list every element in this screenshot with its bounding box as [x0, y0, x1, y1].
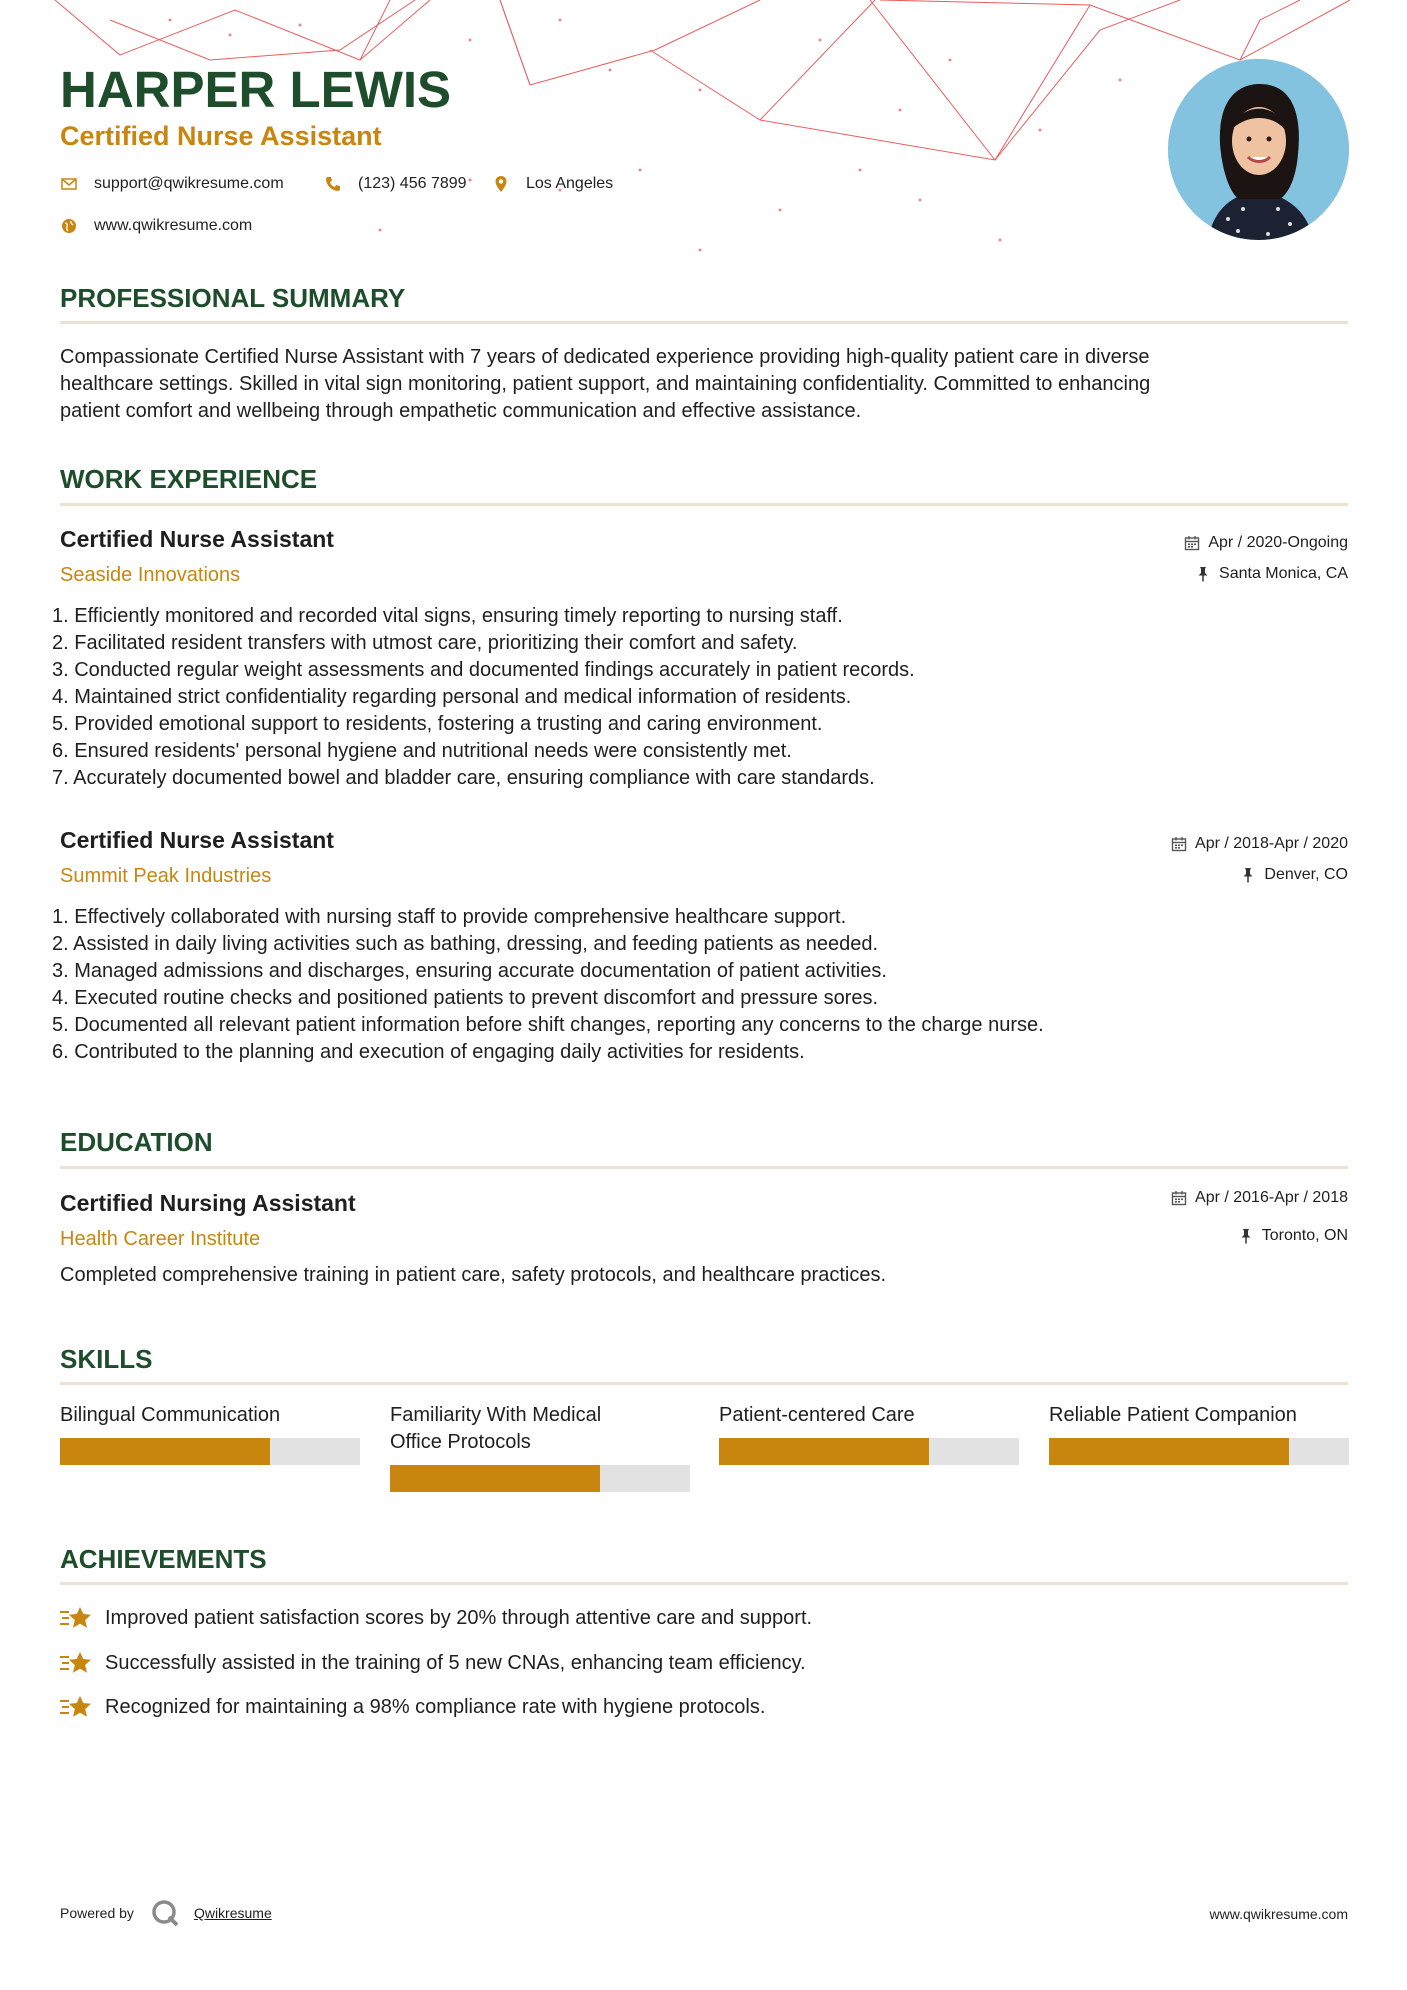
map-pin-icon [492, 175, 510, 193]
education-description: Completed comprehensive training in patient care, safety protocols, and healthcare practices. [60, 1264, 887, 1286]
summary-divider [60, 321, 1348, 324]
contact-phone[interactable] [324, 173, 467, 195]
job-dates [1184, 532, 1348, 554]
achievement-text: Recognized for maintaining a 98% compliance rate with hygiene protocols. [105, 1695, 766, 1718]
job-location-text: Santa Monica, CA [1219, 565, 1348, 582]
job-location [1240, 864, 1348, 886]
job-title: Certified Nurse Assistant [60, 526, 334, 552]
pushpin-icon [1240, 867, 1256, 883]
skill-label: Familiarity With Medical Office Protocols [390, 1404, 602, 1453]
skill-bar [719, 1438, 1019, 1465]
globe-icon [60, 217, 78, 235]
skill-bar-fill [60, 1438, 270, 1465]
achievement-item [60, 1649, 806, 1677]
skill-label: Reliable Patient Companion [1049, 1404, 1297, 1426]
achievements-divider [60, 1582, 1348, 1585]
list-item: 3. Managed admissions and discharges, ensuring accurate documentation of patient activities. [52, 960, 887, 982]
skill-bar-fill [1049, 1438, 1289, 1465]
skill-bar [60, 1438, 360, 1465]
job-dates-text: Apr / 2018-Apr / 2020 [1195, 835, 1348, 852]
phone-icon [324, 175, 342, 193]
list-item: 5. Documented all relevant patient information before shift changes, reporting any concerns to the charge nurse. [52, 1014, 1044, 1036]
list-item: 2. Assisted in daily living activities such as bathing, dressing, and feeding patients as needed. [52, 933, 879, 955]
summary-line: Compassionate Certified Nurse Assistant with 7 years of dedicated experience providing high-quality patient care in diverse [60, 346, 1150, 368]
qwikresume-logo-icon [150, 1898, 180, 1928]
contact-email[interactable] [60, 173, 284, 195]
summary-line: healthcare settings. Skilled in vital sign monitoring, patient support, and maintaining confidentiality. Committed to enhancing [60, 373, 1151, 395]
school-name: Health Career Institute [60, 1228, 261, 1250]
list-item: 1. Efficiently monitored and recorded vital signs, ensuring timely reporting to nursing staff. [52, 605, 843, 627]
degree-title: Certified Nursing Assistant [60, 1190, 356, 1216]
summary-text [60, 344, 1348, 425]
skill-item [719, 1402, 1019, 1465]
education-heading: EDUCATION [60, 1127, 213, 1157]
footer-website[interactable]: www.qwikresume.com [1209, 1906, 1348, 1922]
experience-heading: WORK EXPERIENCE [60, 464, 318, 494]
achievements-heading: ACHIEVEMENTS [60, 1544, 267, 1574]
skills-divider [60, 1382, 1348, 1385]
star-icon [60, 1693, 92, 1721]
list-item: 4. Executed routine checks and positioned patients to prevent discomfort and pressure sores. [52, 987, 879, 1009]
candidate-name: HARPER LEWIS [60, 61, 452, 118]
achievement-text: Improved patient satisfaction scores by 20% through attentive care and support. [105, 1606, 813, 1629]
skill-bar-fill [390, 1465, 600, 1492]
qwikresume-link[interactable]: Qwikresume [193, 1905, 272, 1921]
experience-divider [60, 503, 1348, 506]
skill-item [390, 1402, 690, 1492]
list-item: 6. Ensured residents' personal hygiene and nutritional needs were consistently met. [52, 740, 792, 762]
star-icon [60, 1604, 92, 1632]
list-item: 2. Facilitated resident transfers with utmost care, prioritizing their comfort and safety. [52, 632, 798, 654]
phone-text: (123) 456 7899 [358, 175, 467, 192]
summary-line: patient comfort and wellbeing through empathetic communication and effective assistance. [60, 400, 862, 422]
footer-powered-by [60, 1898, 272, 1928]
email-text: support@qwikresume.com [94, 175, 284, 192]
star-icon [60, 1649, 92, 1677]
job-bullets [52, 603, 1342, 792]
achievement-item [60, 1693, 765, 1721]
website-text: www.qwikresume.com [94, 217, 253, 234]
contact-location [492, 173, 613, 195]
summary-heading: PROFESSIONAL SUMMARY [60, 283, 406, 313]
skill-bar [1049, 1438, 1349, 1465]
pushpin-icon [1195, 566, 1211, 582]
list-item: 1. Effectively collaborated with nursing staff to provide comprehensive healthcare support. [52, 906, 847, 928]
education-location-text: Toronto, ON [1261, 1227, 1348, 1244]
location-text: Los Angeles [526, 175, 614, 192]
job-company: Summit Peak Industries [60, 865, 272, 887]
job-dates [1171, 833, 1348, 855]
pushpin-icon [1238, 1228, 1254, 1244]
job-company: Seaside Innovations [60, 564, 241, 586]
skill-bar-fill [719, 1438, 929, 1465]
list-item: 5. Provided emotional support to residents, fostering a trusting and caring environment. [52, 713, 823, 735]
envelope-icon [60, 175, 78, 193]
list-item: 7. Accurately documented bowel and bladder care, ensuring compliance with care standards. [52, 767, 875, 789]
education-dates [1171, 1187, 1348, 1209]
job-bullets [52, 904, 1342, 1066]
job-location [1195, 563, 1348, 585]
skill-bar [390, 1465, 690, 1492]
education-dates-text: Apr / 2016-Apr / 2018 [1195, 1189, 1348, 1206]
calendar-icon [1171, 1190, 1187, 1206]
education-location [1238, 1225, 1348, 1247]
achievement-item [60, 1604, 812, 1632]
job-location-text: Denver, CO [1264, 866, 1348, 883]
job-title: Certified Nurse Assistant [60, 827, 334, 853]
education-divider [60, 1166, 1348, 1169]
job-dates-text: Apr / 2020-Ongoing [1208, 534, 1348, 551]
candidate-role: Certified Nurse Assistant [60, 121, 382, 151]
skill-item [1049, 1402, 1349, 1465]
powered-by-label: Powered by [60, 1905, 134, 1921]
achievement-text: Successfully assisted in the training of 5 new CNAs, enhancing team efficiency. [105, 1651, 806, 1674]
skills-heading: SKILLS [60, 1344, 153, 1374]
calendar-icon [1171, 836, 1187, 852]
profile-photo [1168, 59, 1349, 240]
list-item: 6. Contributed to the planning and execution of engaging daily activities for residents. [52, 1041, 805, 1063]
calendar-icon [1184, 535, 1200, 551]
skill-label: Bilingual Communication [60, 1404, 281, 1426]
contact-website[interactable] [60, 215, 252, 237]
skill-label: Patient-centered Care [719, 1404, 915, 1426]
list-item: 4. Maintained strict confidentiality regarding personal and medical information of residents. [52, 686, 852, 708]
skill-item [60, 1402, 360, 1465]
list-item: 3. Conducted regular weight assessments and documented findings accurately in patient records. [52, 659, 915, 681]
